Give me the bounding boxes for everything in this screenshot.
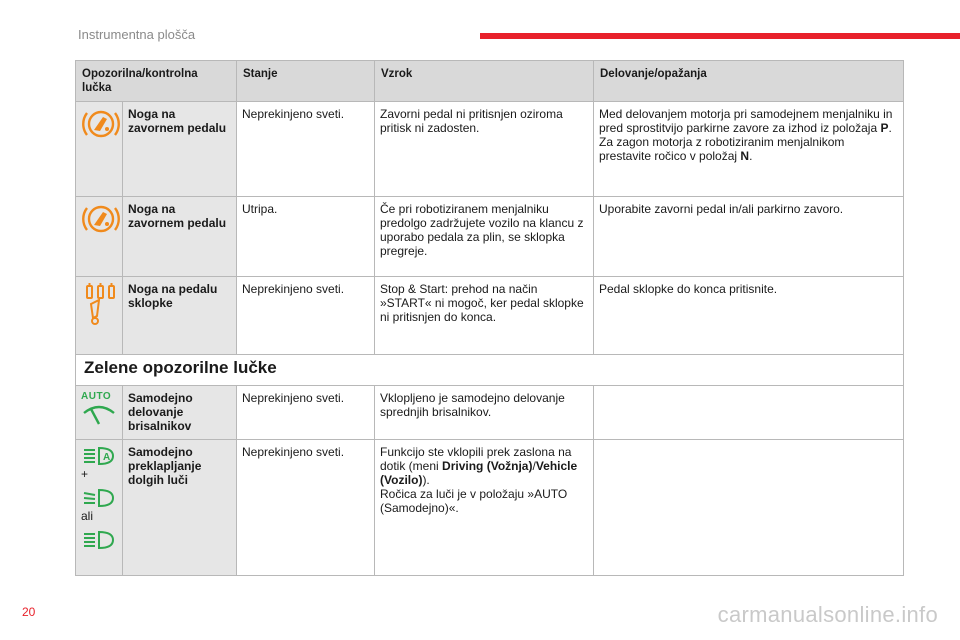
- foot-on-brake-icon: [81, 202, 121, 236]
- warning-lights-table: [75, 60, 904, 576]
- table-row: [76, 277, 904, 355]
- table-row: [76, 102, 904, 197]
- lamp-name: Noga na pedalu sklopke: [123, 277, 237, 355]
- table-row: [76, 386, 904, 440]
- action-bold: N: [740, 149, 750, 163]
- table-header-row: [76, 61, 904, 102]
- action-text: Za zagon motorja z robotiziranim menjalnikom prestavite ročico v položaj: [599, 135, 845, 163]
- icon-plus-text: +: [81, 467, 89, 481]
- cause-text: Ročica za luči je v položaju »AUTO (Samodejno)«.: [380, 487, 568, 515]
- auto-high-beam-icon: [81, 445, 117, 467]
- lamp-cause: Če pri robotiziranem menjalniku predolgo zadržujete vozilo na klancu z uporabo pedala za plin, se sklopka pregreje.: [375, 197, 594, 277]
- lamp-state: Neprekinjeno sveti.: [237, 440, 375, 576]
- clutch-pedal-icon: [81, 282, 121, 326]
- section-header-row: [76, 355, 904, 386]
- lamp-state: Neprekinjeno sveti.: [237, 277, 375, 355]
- lamp-cause: Stop & Start: prehod na način »START« ni mogoč, ker pedal sklopke ni pritisnjen do konca.: [375, 277, 594, 355]
- icon-cell: [76, 277, 123, 355]
- header-cause: Vzrok: [375, 61, 594, 102]
- page-header-title: Instrumentna plošča: [78, 27, 196, 42]
- action-text: Med delovanjem motorja pri samodejnem menjalniku in pred sprostitvijo parkirne zavore za izhod iz položaja: [599, 107, 893, 135]
- header-accent-bar: [480, 33, 960, 39]
- lamp-action: Med delovanjem motorja pri samodejnem menjalniku in pred sprostitvijo parkirne zavore za izhod iz položaja P. Za zagon motorja z robotiziranim menjalnikom prestavite ročico v položaj N.: [594, 102, 904, 197]
- section-title: Zelene opozorilne lučke: [76, 355, 904, 386]
- table-row: [76, 440, 904, 576]
- lamp-name: Noga na zavornem pedalu: [123, 102, 237, 197]
- watermark: carmanualsonline.info: [717, 602, 938, 627]
- header-action: Delovanje/opažanja: [594, 61, 904, 102]
- lamp-action: Pedal sklopke do konca pritisnite.: [594, 277, 904, 355]
- header-state: Stanje: [237, 61, 375, 102]
- page-number: 20: [22, 605, 36, 619]
- lamp-name: Samodejno preklapljanje dolgih luči: [123, 440, 237, 576]
- lamp-action: [594, 440, 904, 576]
- cause-bold: Vehicle (Vozilo): [380, 459, 578, 487]
- high-beam-icon: [81, 487, 117, 509]
- icon-cell: [76, 102, 123, 197]
- header-lamp: Opozorilna/kontrolna lučka: [76, 61, 237, 102]
- lamp-cause: [375, 440, 594, 576]
- icon-cell: [76, 197, 123, 277]
- auto-label-icon-text: AUTO: [81, 391, 112, 402]
- lamp-state: Neprekinjeno sveti.: [237, 386, 375, 440]
- lamp-name: Samodejno delovanje brisalnikov: [123, 386, 237, 440]
- wiper-icon: [81, 403, 117, 427]
- lamp-state: Utripa.: [237, 197, 375, 277]
- low-beam-icon: [81, 529, 117, 551]
- foot-on-brake-icon: [81, 107, 121, 141]
- table-row: [76, 197, 904, 277]
- action-bold: P: [880, 121, 889, 135]
- icon-or-text: ali: [81, 509, 94, 523]
- lamp-state: Neprekinjeno sveti.: [237, 102, 375, 197]
- cause-sep: /: [532, 459, 536, 473]
- icon-cell: [76, 440, 123, 576]
- lamp-cause: Zavorni pedal ni pritisnjen oziroma pritisk ni zadosten.: [375, 102, 594, 197]
- cause-text: Funkcijo ste vklopili prek zaslona na dotik (meni: [380, 445, 572, 473]
- lamp-cause: Vklopljeno je samodejno delovanje sprednjih brisalnikov.: [375, 386, 594, 440]
- svg-text:A: A: [103, 452, 111, 463]
- cause-text: ).: [422, 473, 430, 487]
- lamp-action: [594, 386, 904, 440]
- lamp-action: Uporabite zavorni pedal in/ali parkirno zavoro.: [594, 197, 904, 277]
- cause-bold: Driving (Vožnja): [442, 459, 533, 473]
- icon-cell: [76, 386, 123, 440]
- lamp-name: Noga na zavornem pedalu: [123, 197, 237, 277]
